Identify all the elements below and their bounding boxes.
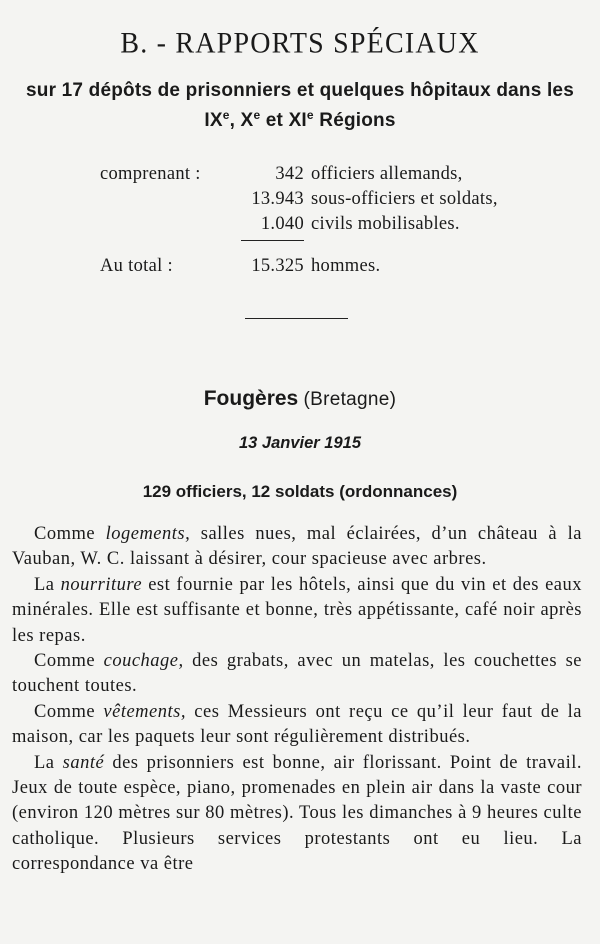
summary-number: 1.040 [260, 214, 304, 234]
paragraph-text: salles nues, mal éclairées, d’un château à la Vauban, W. C. laissant à désirer, cour spacieuse avec arbres. [12, 524, 582, 570]
summary-number: 13.943 [251, 189, 304, 209]
report-body [12, 522, 582, 878]
total-number: 15.325 [251, 256, 304, 276]
total-label: Au total : [100, 256, 173, 276]
total-rule [241, 240, 304, 241]
paragraph-text: La [34, 752, 63, 773]
summary-description: sous-officiers et soldats, [311, 189, 498, 209]
summary-row [0, 164, 600, 188]
place-name: Fougères [203, 387, 299, 410]
paragraph-text: La [34, 574, 61, 595]
summary-total-row [0, 256, 600, 280]
topic-keyword: logements, [105, 524, 191, 544]
topic-keyword: nourriture [60, 574, 143, 595]
subtitle-line-1: sur 17 dépôts de prisonniers et quelques hôpitaux dans les [26, 80, 574, 101]
report-heading [0, 386, 600, 411]
paragraph-text: Comme [34, 651, 104, 672]
report-paragraph [12, 700, 582, 751]
paragraph-text: Comme [34, 701, 104, 722]
paragraph-text: des grabats, avec un matelas, les couchettes se touchent toutes. [12, 651, 582, 697]
report-paragraph [12, 751, 582, 878]
summary-row [0, 214, 600, 238]
paragraph-text: ces Messieurs ont reçu ce qu’il leur faut de la maison, car les paquets leur sont régulièrement distribués. [12, 701, 582, 748]
total-unit: hommes. [311, 256, 381, 276]
paragraph-text: est fournie par les hôtels, ainsi que du vin et des eaux minérales. Elle est suffisante et bonne, très appétissante, café noir après les repas. [12, 574, 583, 646]
report-paragraph [12, 522, 582, 573]
summary-number: 342 [275, 164, 304, 184]
summary-row [0, 189, 600, 213]
report-date: 13 Janvier 1915 [238, 434, 362, 452]
paragraph-text: Comme [34, 524, 106, 544]
report-paragraph [12, 649, 582, 700]
place-region: (Bretagne) [303, 389, 397, 410]
section-title: B. - RAPPORTS SPÉCIAUX [120, 27, 480, 60]
subtitle-line-2: IXe, Xe et XIe Régions [204, 108, 396, 131]
topic-keyword: couchage, [103, 651, 184, 672]
topic-keyword: vêtements, [103, 701, 186, 722]
report-paragraph [12, 573, 582, 649]
report-count: 129 officiers, 12 soldats (ordonnances) [142, 482, 458, 501]
summary-description: civils mobilisables. [311, 214, 460, 234]
paragraph-text: des prisonniers est bonne, air florissant. Point de travail. Jeux de toute espèce, piano, promenades en plein air dans la vaste cour (environ 120 mètres sur 80 mètres). Tous les dimanches à 9 heures culte catholique. Plusieurs services protestants ont eu lieu. La correspondance va être [12, 752, 582, 875]
summary-label: comprenant : [100, 164, 201, 184]
summary-description: officiers allemands, [311, 164, 463, 184]
topic-keyword: santé [62, 752, 105, 773]
section-divider [245, 318, 348, 319]
